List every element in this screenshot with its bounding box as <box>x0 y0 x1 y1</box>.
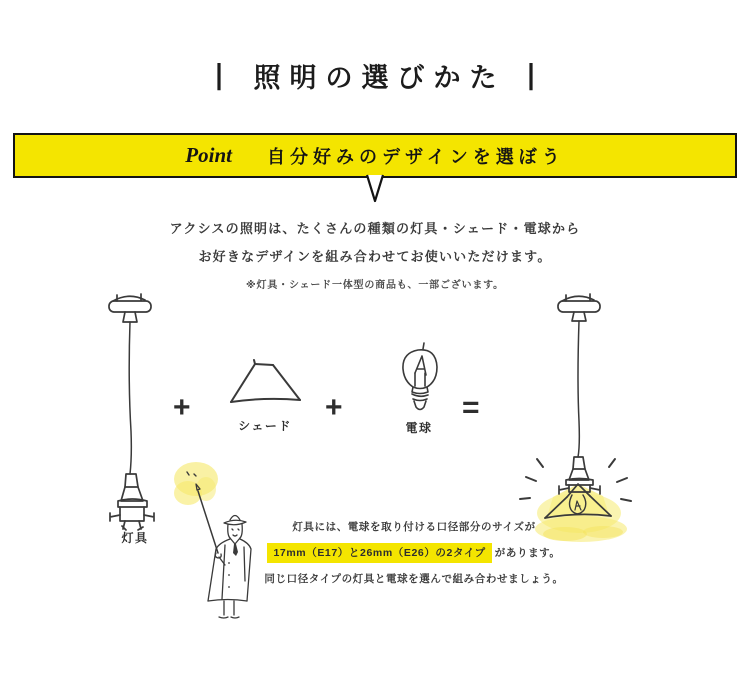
speech-bubble-tail-icon <box>364 174 386 204</box>
shade-illustration <box>224 357 306 409</box>
caption-block <box>246 519 582 597</box>
caption-line-2 <box>246 545 582 563</box>
fixture-label: 灯具 <box>121 530 149 545</box>
bulb-label: 電球 <box>405 420 433 435</box>
plus-sign-1: + <box>173 390 191 424</box>
cord-fixture-illustration <box>95 291 175 535</box>
point-label: Point <box>185 143 232 167</box>
point-banner-message: 自分好みのデザインを選ぼう <box>266 146 565 167</box>
intro-line-1: アクシスの照明は、たくさんの種類の灯具・シェード・電球から <box>169 221 581 236</box>
equals-sign: = <box>462 390 480 424</box>
page-header <box>0 0 750 95</box>
caption-after-highlight: があります。 <box>494 546 561 559</box>
point-banner <box>13 133 737 178</box>
caption-highlight: 17mm（E17）と26mm（E26）の2タイプ <box>267 543 491 563</box>
title-bar-left: | <box>215 58 223 92</box>
caption-line-3: 同じ口径タイプの灯具と電球を選んで組み合わせましょう。 <box>264 572 564 585</box>
plus-sign-2: + <box>325 390 343 424</box>
title-bar-right: | <box>527 58 535 92</box>
intro-note: ※灯具・シェード一体型の商品も、一部ございます。 <box>246 279 504 291</box>
point-banner-box <box>13 133 737 178</box>
components-diagram <box>0 291 750 680</box>
intro-text <box>0 215 750 271</box>
caption-line-1: 灯具には、電球を取り付ける口径部分のサイズが <box>292 520 536 533</box>
intro-line-2: お好きなデザインを組み合わせてお使いいただけます。 <box>198 248 552 264</box>
assembled-lamp-illustration <box>515 291 640 551</box>
bulb-illustration <box>396 341 444 421</box>
page-title: 照明の選びかた <box>253 63 506 93</box>
shade-label: シェード <box>238 418 292 433</box>
